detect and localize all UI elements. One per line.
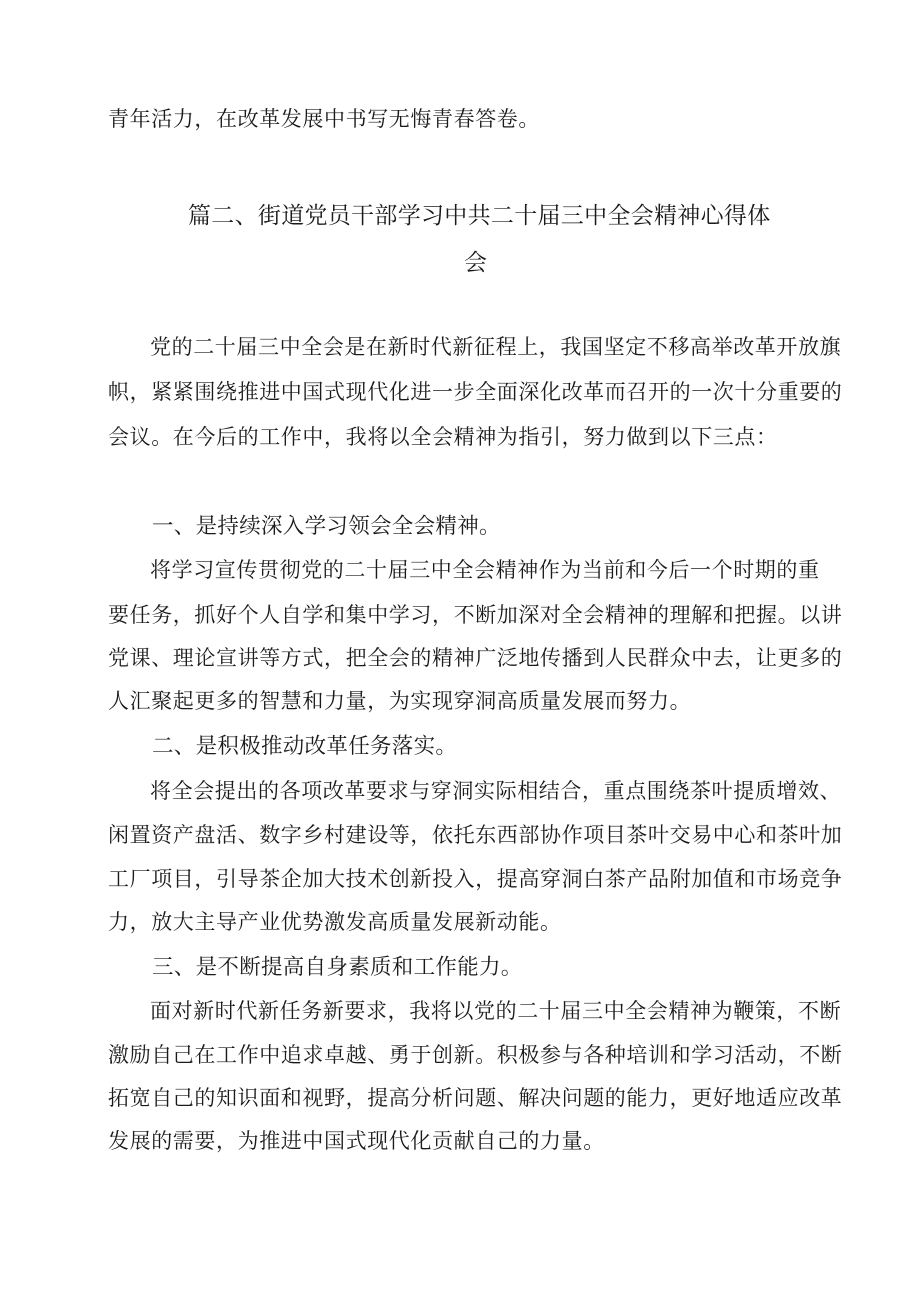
title-line-1: 篇二、街道党员干部学习中共二十届三中全会精神心得体	[188, 203, 771, 229]
paragraph-line: 会议。在今后的工作中，我将以全会精神为指引，努力做到以下三点：	[108, 425, 778, 449]
paragraph-line: 帜，紧紧围绕推进中国式现代化进一步全面深化改革而召开的一次十分重要的	[108, 380, 843, 404]
paragraph-line: 发展的需要，为推进中国式现代化贡献自己的力量。	[108, 1129, 605, 1153]
paragraph-line: 要任务，抓好个人自学和集中学习，不断加深对全会精神的理解和把握。以讲	[108, 603, 843, 627]
title-line-2: 会	[464, 250, 488, 276]
paragraph-line: 闲置资产盘活、数字乡村建设等，依托东西部协作项目茶叶交易中心和茶叶加	[108, 823, 843, 847]
paragraph-line: 人汇聚起更多的智慧和力量，为实现穿洞高质量发展而努力。	[108, 689, 692, 713]
section-heading: 三、是不断提高自身素质和工作能力。	[152, 955, 523, 980]
paragraph-line: 力，放大主导产业优势激发高质量发展新动能。	[108, 910, 562, 934]
section-heading: 一、是持续深入学习领会全会精神。	[152, 514, 501, 539]
paragraph-line: 将全会提出的各项改革要求与穿洞实际相结合，重点围绕茶叶提质增效、	[150, 779, 842, 803]
paragraph-line: 拓宽自己的知识面和视野，提高分析问题、解决问题的能力，更好地适应改革	[108, 1086, 843, 1110]
paragraph-line: 工厂项目，引导茶企加大技术创新投入，提高穿洞白茶产品附加值和市场竞争	[108, 867, 843, 891]
paragraph-line: 激励自己在工作中追求卓越、勇于创新。积极参与各种培训和学习活动，不断	[108, 1043, 843, 1067]
section-heading: 二、是积极推动改革任务落实。	[152, 734, 458, 759]
paragraph-line: 面对新时代新任务新要求，我将以党的二十届三中全会精神为鞭策，不断	[150, 999, 842, 1023]
paragraph-line: 党的二十届三中全会是在新时代新征程上，我国坚定不移高举改革开放旗	[150, 335, 842, 359]
paragraph-line: 党课、理论宣讲等方式，把全会的精神广泛地传播到人民群众中去，让更多的	[108, 646, 843, 670]
top-continuation-line: 青年活力，在改革发展中书写无悔青春答卷。	[108, 107, 540, 131]
paragraph-line: 将学习宣传贯彻党的二十届三中全会精神作为当前和今后一个时期的重	[150, 558, 820, 582]
